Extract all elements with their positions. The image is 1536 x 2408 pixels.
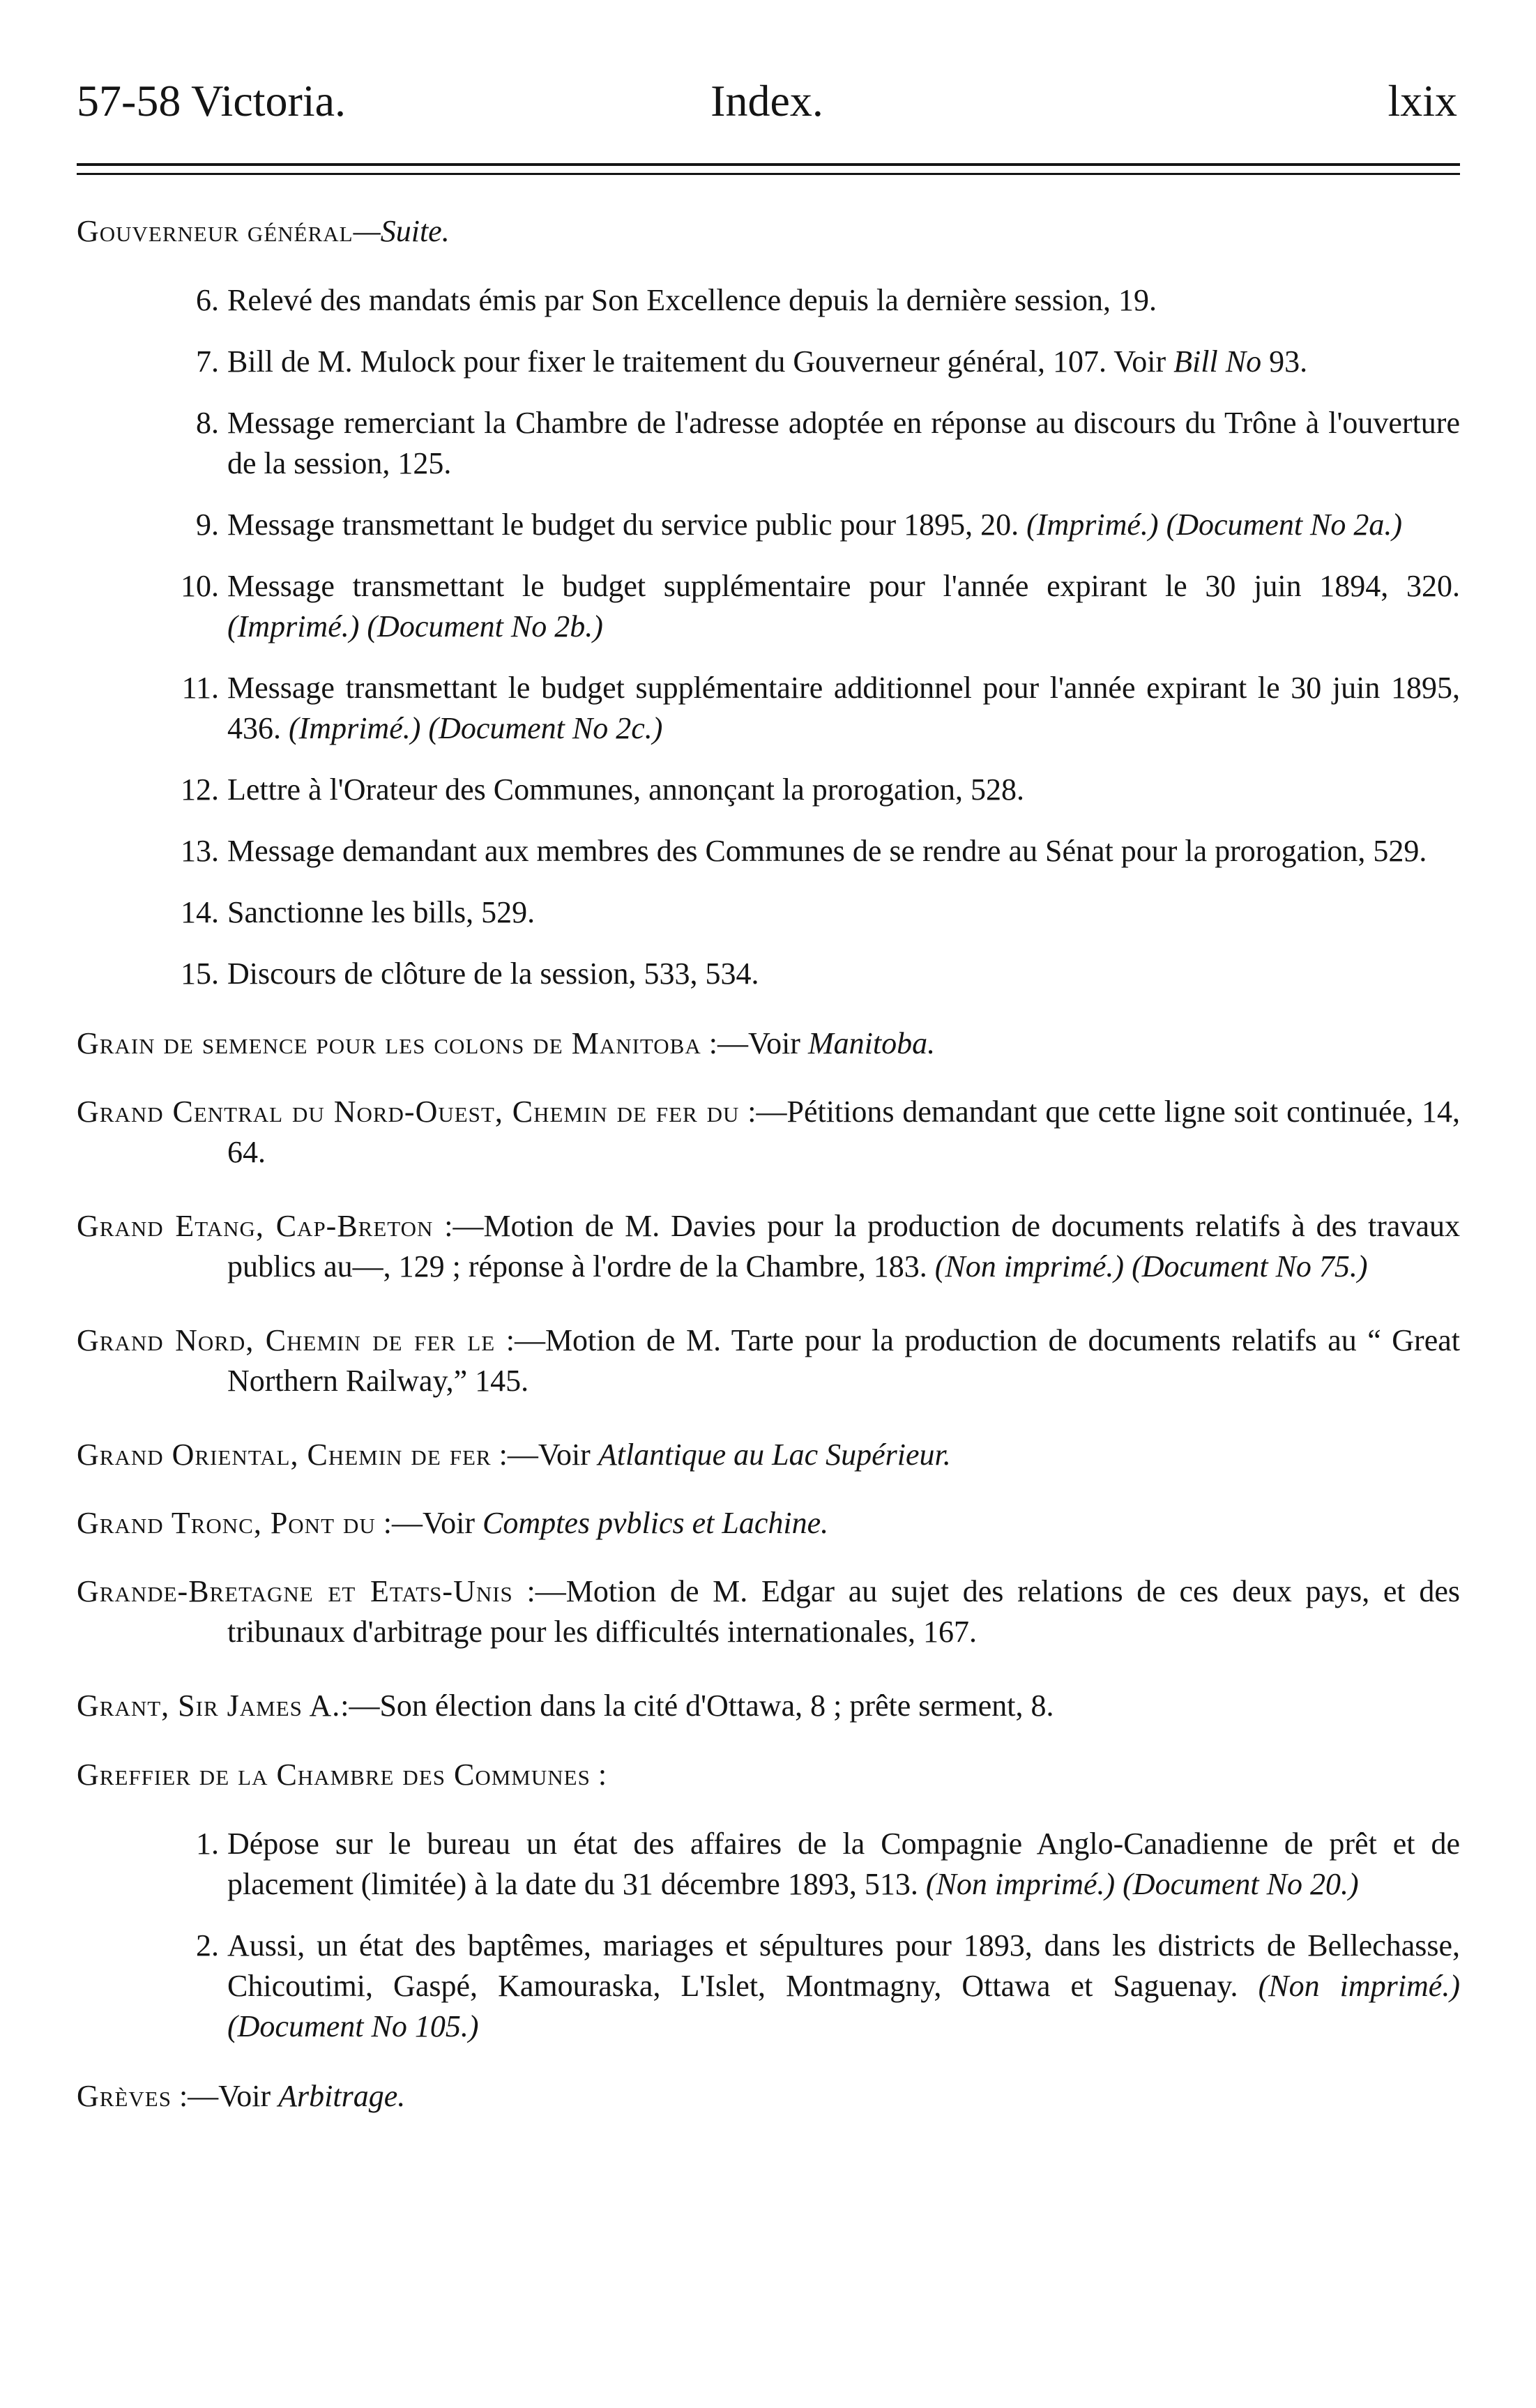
entry-heading: Grand Tronc, Pont du xyxy=(77,1506,376,1540)
item-text: Sanctionne les bills, 529. xyxy=(227,895,535,929)
list-item xyxy=(77,831,1460,871)
item-text: Message transmettant le budget supplémentaire additionnel pour l'année expirant le 30 juin 1895, 436. xyxy=(227,671,1460,745)
item-number: 9. xyxy=(196,508,219,542)
item-printed-note: (Non imprimé.) xyxy=(1258,1969,1460,2003)
item-number: 8. xyxy=(196,406,219,440)
item-text: Message transmettant le budget du service public pour 1895, 20. xyxy=(227,508,1019,542)
entry-suite: —Suite. xyxy=(353,214,450,248)
list-item xyxy=(77,505,1460,545)
running-header xyxy=(77,70,1457,132)
list-item xyxy=(77,1824,1460,1905)
item-number: 2. xyxy=(196,1928,219,1963)
header-page-number: lxix xyxy=(1387,76,1457,125)
item-document-ref: (Document No 2a.) xyxy=(1166,508,1403,542)
entry-text: :—Motion de M. Davies pour la production de documents relatifs à des travaux publics au—, 129 ; réponse à l'ordre de la Chambre, 183. xyxy=(227,1209,1460,1283)
entry-heading: Grain de semence pour les colons de Manitoba xyxy=(77,1026,701,1060)
list-item xyxy=(77,892,1460,933)
item-number: 1. xyxy=(196,1827,219,1861)
entry-grand-nord xyxy=(77,1320,1460,1401)
entry-heading: Grand Oriental, Chemin de fer xyxy=(77,1438,492,1472)
item-document-ref: (Document No 105.) xyxy=(227,2009,479,2043)
entry-text: :—Motion de M. Tarte pour la production de documents relatifs au “ Great Northern Railway,” 145. xyxy=(227,1323,1460,1398)
entry-text: :—Voir xyxy=(171,2079,279,2113)
entry-text: : xyxy=(590,1758,607,1792)
entry-text: :—Voir xyxy=(701,1026,808,1060)
item-text: Bill de M. Mulock pour fixer le traitement du Gouverneur général, 107. Voir xyxy=(227,344,1166,379)
item-document-ref: (Document No 2c.) xyxy=(428,711,663,745)
item-document-ref: (Document No 2b.) xyxy=(367,609,603,643)
item-text: Aussi, un état des baptêmes, mariages et sépultures pour 1893, dans les districts de Bellechasse, Chicoutimi, Gaspé, Kamouraska, L'Islet, Montmagny, Ottawa et Saguenay. xyxy=(227,1928,1460,2003)
gouverneur-items xyxy=(77,280,1460,994)
entry-grand-central xyxy=(77,1092,1460,1173)
item-text: Message transmettant le budget supplémentaire pour l'année expirant le 30 juin 1894, 320. xyxy=(227,569,1460,603)
list-item xyxy=(77,668,1460,749)
item-printed-note: (Imprimé.) xyxy=(289,711,421,745)
entry-heading: Gouverneur général xyxy=(77,214,353,248)
entry-see-also: Comptes pvblics et Lachine. xyxy=(482,1506,829,1540)
header-title: Index. xyxy=(710,76,823,125)
item-number: 10. xyxy=(181,569,219,603)
item-text: Lettre à l'Orateur des Communes, annonçant la prorogation, 528. xyxy=(227,772,1025,807)
item-reference: Bill No xyxy=(1173,344,1262,379)
header-rule-bottom xyxy=(77,173,1460,175)
entry-text: :—Voir xyxy=(491,1438,598,1472)
entry-grand-etang xyxy=(77,1206,1460,1287)
entry-heading: Grand Nord, Chemin de fer le xyxy=(77,1323,496,1357)
entry-greffier-heading xyxy=(77,1754,1460,1796)
header-rule-top xyxy=(77,163,1460,166)
entry-grande-bretagne xyxy=(77,1571,1460,1652)
item-number: 13. xyxy=(181,834,219,868)
item-number: 15. xyxy=(181,957,219,991)
entry-heading: Grande-Bretagne et Etats-Unis xyxy=(77,1574,513,1608)
greffier-items xyxy=(77,1824,1460,2047)
entry-document-ref: (Document No 75.) xyxy=(1132,1249,1368,1283)
list-item xyxy=(77,1926,1460,2047)
item-number: 12. xyxy=(181,772,219,807)
item-document-ref: (Document No 20.) xyxy=(1123,1867,1359,1901)
item-number: 14. xyxy=(181,895,219,929)
item-number: 7. xyxy=(196,344,219,379)
list-item xyxy=(77,403,1460,484)
index-body xyxy=(77,211,1460,2150)
entry-text: :—Pétitions demandant que cette ligne soit continuée, 14, 64. xyxy=(227,1095,1461,1169)
entry-heading: Greffier de la Chambre des Communes xyxy=(77,1758,591,1792)
entry-printed-note: (Non imprimé.) xyxy=(934,1249,1125,1283)
entry-grand-tronc xyxy=(77,1503,1460,1544)
entry-greves xyxy=(77,2076,1460,2117)
item-printed-note: (Imprimé.) xyxy=(227,609,360,643)
entry-text: :—Motion de M. Edgar au sujet des relations de ces deux pays, et des tribunaux d'arbitrage pour les difficultés internationales, 167. xyxy=(227,1574,1460,1649)
list-item xyxy=(77,342,1460,382)
entry-heading: Grand Etang, Cap-Breton xyxy=(77,1209,434,1243)
entry-grand-oriental xyxy=(77,1435,1460,1475)
entry-text: :—Son élection dans la cité d'Ottawa, 8 ; prête serment, 8. xyxy=(340,1689,1054,1723)
entry-see-also: Manitoba. xyxy=(807,1026,936,1060)
entry-grant xyxy=(77,1686,1460,1726)
list-item xyxy=(77,280,1460,321)
item-text: Message remerciant la Chambre de l'adresse adoptée en réponse au discours du Trône à l'ouverture de la session, 125. xyxy=(227,406,1460,480)
entry-heading: Grèves xyxy=(77,2079,172,2113)
item-text: Discours de clôture de la session, 533, 534. xyxy=(227,957,759,991)
item-text: Dépose sur le bureau un état des affaires de la Compagnie Anglo-Canadienne de prêt et de placement (limitée) à la date du 31 décembre 1893, 513. xyxy=(227,1827,1460,1901)
list-item xyxy=(77,954,1460,994)
list-item xyxy=(77,566,1460,647)
entry-heading: Grant, Sir James A. xyxy=(77,1689,341,1723)
item-number: 6. xyxy=(196,283,219,317)
entry-heading: Grand Central du Nord-Ouest, Chemin de fer du xyxy=(77,1095,740,1129)
item-text: Message demandant aux membres des Communes de se rendre au Sénat pour la prorogation, 529. xyxy=(227,834,1427,868)
item-printed-note: (Non imprimé.) xyxy=(925,1867,1116,1901)
entry-text: :—Voir xyxy=(375,1506,482,1540)
header-volume: 57-58 Victoria. xyxy=(77,76,346,125)
item-text: Relevé des mandats émis par Son Excellence depuis la dernière session, 19. xyxy=(227,283,1157,317)
item-printed-note: (Imprimé.) xyxy=(1026,508,1159,542)
entry-gouverneur-heading xyxy=(77,211,1460,252)
item-tail: 93. xyxy=(1261,344,1308,379)
entry-grain xyxy=(77,1023,1460,1064)
entry-see-also: Arbitrage. xyxy=(278,2079,406,2113)
list-item xyxy=(77,770,1460,810)
entry-see-also: Atlantique au Lac Supérieur. xyxy=(598,1438,951,1472)
item-number: 11. xyxy=(181,671,219,705)
